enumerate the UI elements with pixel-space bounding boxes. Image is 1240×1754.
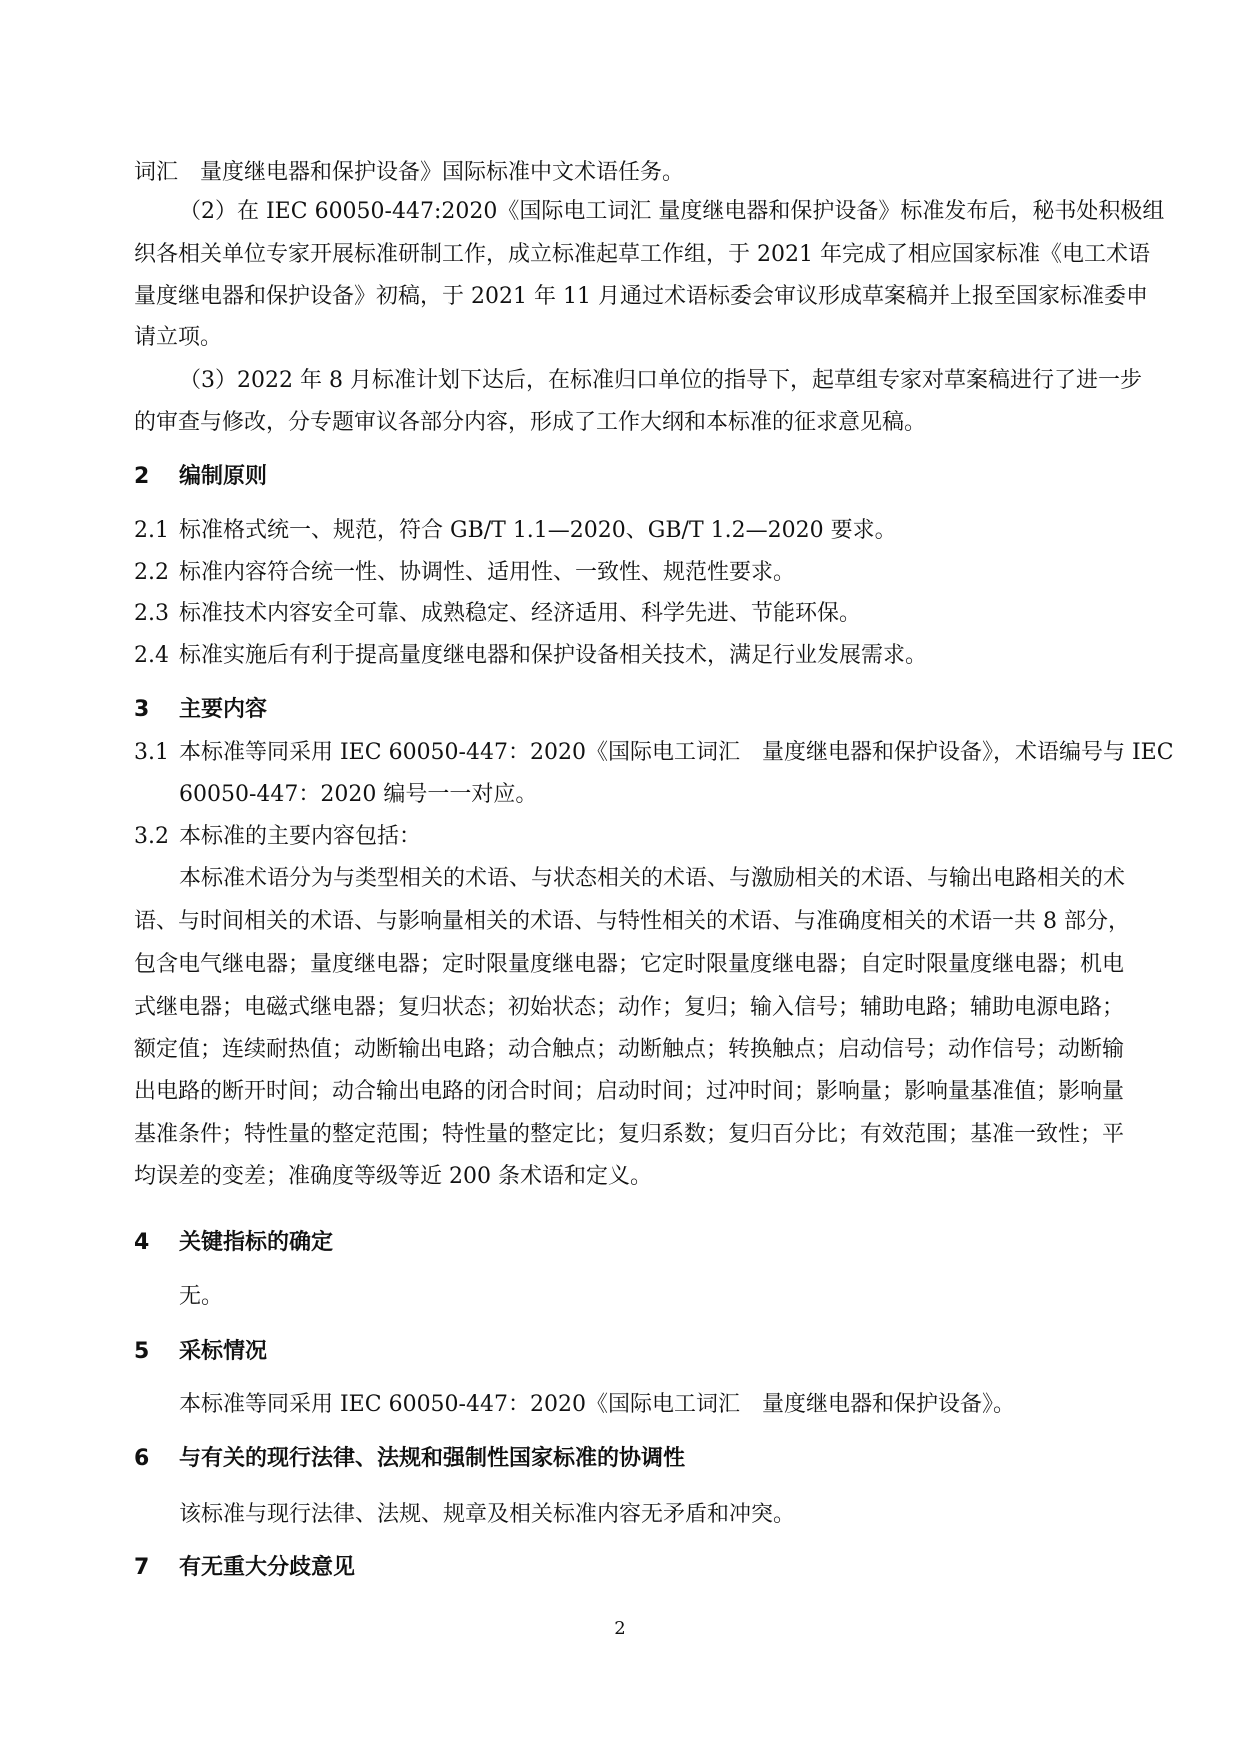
section-number: 6 <box>134 1446 150 1471</box>
section-number: 4 <box>134 1230 150 1255</box>
text-line: 基准条件；特性量的整定范围；特性量的整定比；复归系数；复归百分比；有效范围；基准一致性；平 <box>134 1122 1125 1147</box>
section-text: 无。 <box>179 1284 224 1309</box>
section-title: 有无重大分歧意见 <box>179 1555 356 1580</box>
text-line: 式继电器；电磁式继电器；复归状态；初始状态；动作；复归；输入信号；辅助电路；辅助电源电路； <box>134 995 1125 1020</box>
text-line: 60050-447：2020 编号一一对应。 <box>179 782 538 807</box>
text-line: 包含电气继电器；量度继电器；定时限量度继电器；它定时限量度继电器；自定时限量度继电器；机电 <box>134 952 1125 977</box>
text-line: 额定值；连续耐热值；动断输出电路；动合触点；动断触点；转换触点；启动信号；动作信号；动断输 <box>134 1037 1125 1062</box>
item-text: 标准格式统一、规范，符合 GB/T 1.1—2020、GB/T 1.2—2020 要求。 <box>179 518 897 543</box>
section-number: 7 <box>134 1555 150 1580</box>
section-heading-2 <box>134 462 267 492</box>
item-number: 3.1 <box>134 740 169 765</box>
section-heading-7 <box>134 1553 355 1583</box>
item-text: 标准内容符合统一性、协调性、适用性、一致性、规范性要求。 <box>179 560 796 585</box>
page-number: 2 <box>614 1618 626 1639</box>
text-line: 的审查与修改，分专题审议各部分内容，形成了工作大纲和本标准的征求意见稿。 <box>134 410 927 435</box>
list-item <box>134 558 1117 588</box>
list-item <box>134 516 1117 546</box>
text-line: 均误差的变差；准确度等级等近 200 条术语和定义。 <box>134 1164 652 1189</box>
section-text: 该标准与现行法律、法规、规章及相关标准内容无矛盾和冲突。 <box>179 1502 796 1527</box>
text-line: （3）2022 年 8 月标准计划下达后，在标准归口单位的指导下，起草组专家对草案稿进行了进一步 <box>179 368 1142 393</box>
text-line: 量度继电器和保护设备》初稿，于 2021 年 11 月通过术语标委会审议形成草案稿并上报至国家标准委申 <box>134 284 1148 309</box>
section-number: 2 <box>134 464 150 489</box>
text-line: 出电路的断开时间；动合输出电路的闭合时间；启动时间；过冲时间；影响量；影响量基准值；影响量 <box>134 1079 1125 1104</box>
text-line: 请立项。 <box>134 325 223 350</box>
section-heading-6 <box>134 1444 685 1474</box>
item-number: 2.4 <box>134 643 169 668</box>
section-text: 本标准等同采用 IEC 60050-447：2020《国际电工词汇 量度继电器和保护设备》。 <box>179 1392 1015 1417</box>
section-heading-4 <box>134 1228 333 1258</box>
item-number: 3.2 <box>134 824 169 849</box>
list-item <box>134 822 1117 852</box>
section-title: 与有关的现行法律、法规和强制性国家标准的协调性 <box>179 1446 686 1471</box>
section-heading-3 <box>134 695 267 725</box>
item-text: 本标准的主要内容包括： <box>179 824 422 849</box>
section-title: 编制原则 <box>179 464 268 489</box>
section-title: 关键指标的确定 <box>179 1230 334 1255</box>
list-item <box>134 599 1117 629</box>
item-text: 标准实施后有利于提高量度继电器和保护设备相关技术，满足行业发展需求。 <box>179 643 928 668</box>
section-heading-5 <box>134 1337 267 1367</box>
item-number: 2.3 <box>134 601 169 626</box>
section-number: 3 <box>134 697 150 722</box>
section-title: 主要内容 <box>179 697 268 722</box>
text-line: 语、与时间相关的术语、与影响量相关的术语、与特性相关的术语、与准确度相关的术语一共 8 部分， <box>134 909 1130 934</box>
text-line: 本标准术语分为与类型相关的术语、与状态相关的术语、与激励相关的术语、与输出电路相关的术 <box>179 866 1126 891</box>
text-line: 织各相关单位专家开展标准研制工作，成立标准起草工作组，于 2021 年完成了相应国家标准《电工术语 <box>134 242 1150 267</box>
text-line: （2）在 IEC 60050-447:2020《国际电工词汇 量度继电器和保护设备》标准发布后，秘书处积极组 <box>179 199 1165 224</box>
item-number: 2.2 <box>134 560 169 585</box>
item-number: 2.1 <box>134 518 169 543</box>
list-item <box>134 738 1174 768</box>
text-line: 词汇 量度继电器和保护设备》国际标准中文术语任务。 <box>134 160 685 185</box>
item-text: 本标准等同采用 IEC 60050-447：2020《国际电工词汇 量度继电器和保护设备》，术语编号与 IEC <box>179 740 1174 765</box>
section-number: 5 <box>134 1339 150 1364</box>
section-title: 采标情况 <box>179 1339 268 1364</box>
item-text: 标准技术内容安全可靠、成熟稳定、经济适用、科学先进、节能环保。 <box>179 601 862 626</box>
list-item <box>134 641 1117 671</box>
